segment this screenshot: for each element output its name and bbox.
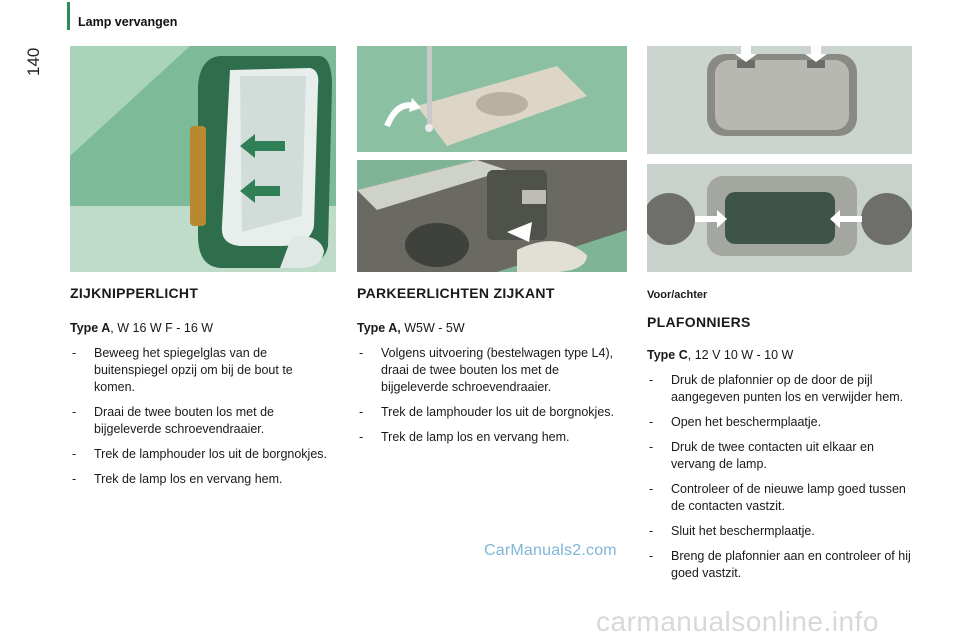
step-item: - Breng de plafonnier aan en controleer of hij goed vastzit.	[647, 548, 919, 582]
step-item: - Trek de lamphouder los uit de borgnokjes.	[70, 446, 332, 463]
step-list	[647, 372, 919, 582]
step-item: - Trek de lamp los en vervang hem.	[357, 429, 619, 446]
step-item: - Druk de plafonnier op de door de pijl aangegeven punten los en verwijder hem.	[647, 372, 919, 406]
step-item: - Draai de twee bouten los met de bijgeleverde schroevendraaier.	[70, 404, 332, 438]
step-item: - Open het beschermplaatje.	[647, 414, 919, 431]
lamp-holder-illustration	[357, 160, 627, 272]
step-item: - Trek de lamphouder los uit de borgnokjes.	[357, 404, 619, 421]
step-item: - Druk de twee contacten uit elkaar en vervang de lamp.	[647, 439, 919, 473]
courtesy-lamp-top-illustration	[647, 46, 912, 154]
column-courtesy-lamps	[647, 285, 919, 590]
lamp-type-label: Type A,	[357, 321, 401, 335]
lamp-type-line	[647, 347, 919, 364]
lamp-type-label: Type A	[70, 321, 111, 335]
step-list	[70, 345, 332, 488]
section-accent-bar	[67, 2, 70, 30]
lamp-type-line	[357, 320, 619, 337]
step-item: - Controleer of de nieuwe lamp goed tussen de contacten vastzit.	[647, 481, 919, 515]
watermark-carmanuals2[interactable]: CarManuals2.com	[484, 542, 617, 559]
section-subhead: Voor/achter	[647, 289, 708, 301]
section-title: ZIJKNIPPERLICHT	[70, 285, 199, 301]
step-item: - Trek de lamp los en vervang hem.	[70, 471, 332, 488]
lamp-type-label: Type C	[647, 348, 688, 362]
lamp-type-value: W5W - 5W	[400, 321, 465, 335]
column-side-indicator	[70, 285, 332, 496]
column-side-parking-lights	[357, 285, 619, 454]
watermark-carmanualsonline[interactable]: carmanualsonline.info	[596, 606, 879, 637]
lamp-type-value: , W 16 W F - 16 W	[110, 321, 214, 335]
section-header: Lamp vervangen	[78, 15, 178, 29]
section-title: PARKEERLICHTEN ZIJKANT	[357, 285, 555, 301]
section-title: PLAFONNIERS	[647, 314, 751, 330]
step-item: - Volgens uitvoering (bestelwagen type L4), draai de twee bouten los met de bijgeleverde schroevendraaier.	[357, 345, 619, 396]
step-list	[357, 345, 619, 446]
lamp-type-value: , 12 V 10 W - 10 W	[687, 348, 794, 362]
step-item: - Beweeg het spiegelglas van de buitenspiegel opzij om bij de bout te komen.	[70, 345, 332, 396]
step-item: - Sluit het beschermplaatje.	[647, 523, 919, 540]
courtesy-lamp-contacts-illustration	[647, 164, 912, 272]
mirror-indicator-illustration	[70, 46, 336, 272]
parking-lamp-screw-illustration	[357, 46, 627, 152]
page-number: 140	[24, 47, 43, 76]
lamp-type-line	[70, 320, 332, 337]
